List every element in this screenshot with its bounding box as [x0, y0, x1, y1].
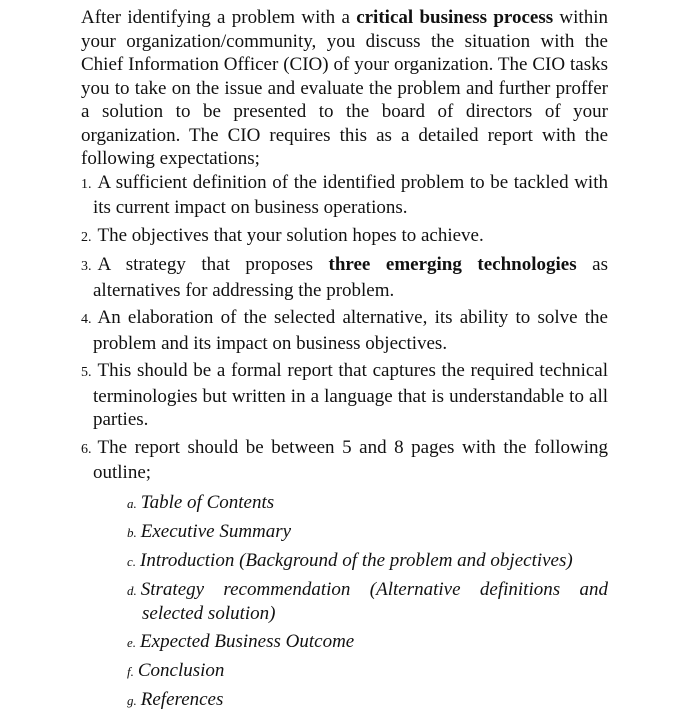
list-marker: 1.: [81, 176, 92, 192]
outline-text: Expected Business Outcome: [140, 631, 355, 652]
requirement-item-1: [81, 171, 608, 220]
requirement-text: The report should be between 5 and 8 pages with the following outline;: [93, 436, 608, 483]
outline-marker: e.: [127, 635, 137, 650]
outline-marker: d.: [127, 582, 137, 598]
outline-text: Table of Contents: [140, 491, 275, 513]
outline-text: Conclusion: [137, 660, 225, 681]
intro-bold-critical-business-process: critical business process: [356, 7, 554, 28]
outline-marker: c.: [127, 553, 137, 569]
outline-text: Introduction (Background of the problem and objectives): [140, 549, 573, 571]
requirement-bold-emerging-technologies: three emerging technologies: [328, 254, 577, 275]
outline-text: Strategy recommendation (Alternative definitions and selected solution): [140, 578, 608, 624]
requirement-text: A sufficient definition of the identified problem to be tackled with its current impact on business operations.: [93, 171, 608, 218]
list-marker: 4.: [81, 312, 92, 327]
requirements-list: [81, 171, 608, 713]
requirement-item-5: [81, 359, 608, 432]
requirement-item-2: [81, 224, 608, 250]
outline-item-expected-business-outcome: [127, 630, 608, 655]
list-marker: 2.: [81, 229, 92, 245]
outline-item-references: [127, 688, 608, 713]
requirement-text: This should be a formal report that captures the required technical terminologies but written in a language that is understandable to all parties.: [93, 360, 608, 430]
list-marker: 6.: [81, 441, 92, 457]
intro-text-1: After identifying a problem with a: [81, 7, 357, 28]
requirement-text: The objectives that your solution hopes to achieve.: [97, 224, 484, 246]
document-page: [81, 6, 608, 717]
requirement-text-before: A strategy that proposes: [97, 254, 329, 275]
outline-marker: f.: [127, 664, 134, 679]
intro-text-2: within your organization/community, you discuss the situation with the Chief Information Officer (CIO) of your organization. The CIO tasks you to take on the issue and evaluate the problem and further proffer a solution to be presented to the board of directors of your organization. The CIO requires this as a detailed report with the following expectations;: [81, 7, 608, 169]
list-marker: 5.: [81, 365, 92, 380]
outline-text: Executive Summary: [140, 520, 292, 542]
requirement-item-3: [81, 253, 608, 302]
outline-marker: a.: [127, 495, 137, 511]
outline-marker: b.: [127, 524, 137, 540]
outline-item-introduction: [127, 549, 608, 574]
requirement-item-4: [81, 306, 608, 355]
requirement-text: An elaboration of the selected alternative, its ability to solve the problem and its impact on business objectives.: [93, 307, 608, 354]
list-marker: 3.: [81, 259, 92, 274]
intro-paragraph: [81, 6, 608, 171]
requirement-text-after: as alternatives for addressing the problem.: [93, 254, 609, 301]
outline-item-executive-summary: [127, 520, 608, 545]
outline-item-strategy-recommendation: [127, 578, 608, 626]
outline-text: References: [140, 689, 224, 710]
outline-item-conclusion: [127, 659, 608, 684]
outline-marker: g.: [127, 693, 137, 708]
outline-item-table-of-contents: [127, 491, 608, 516]
requirement-item-6: [81, 436, 608, 713]
outline-list: [93, 491, 608, 713]
